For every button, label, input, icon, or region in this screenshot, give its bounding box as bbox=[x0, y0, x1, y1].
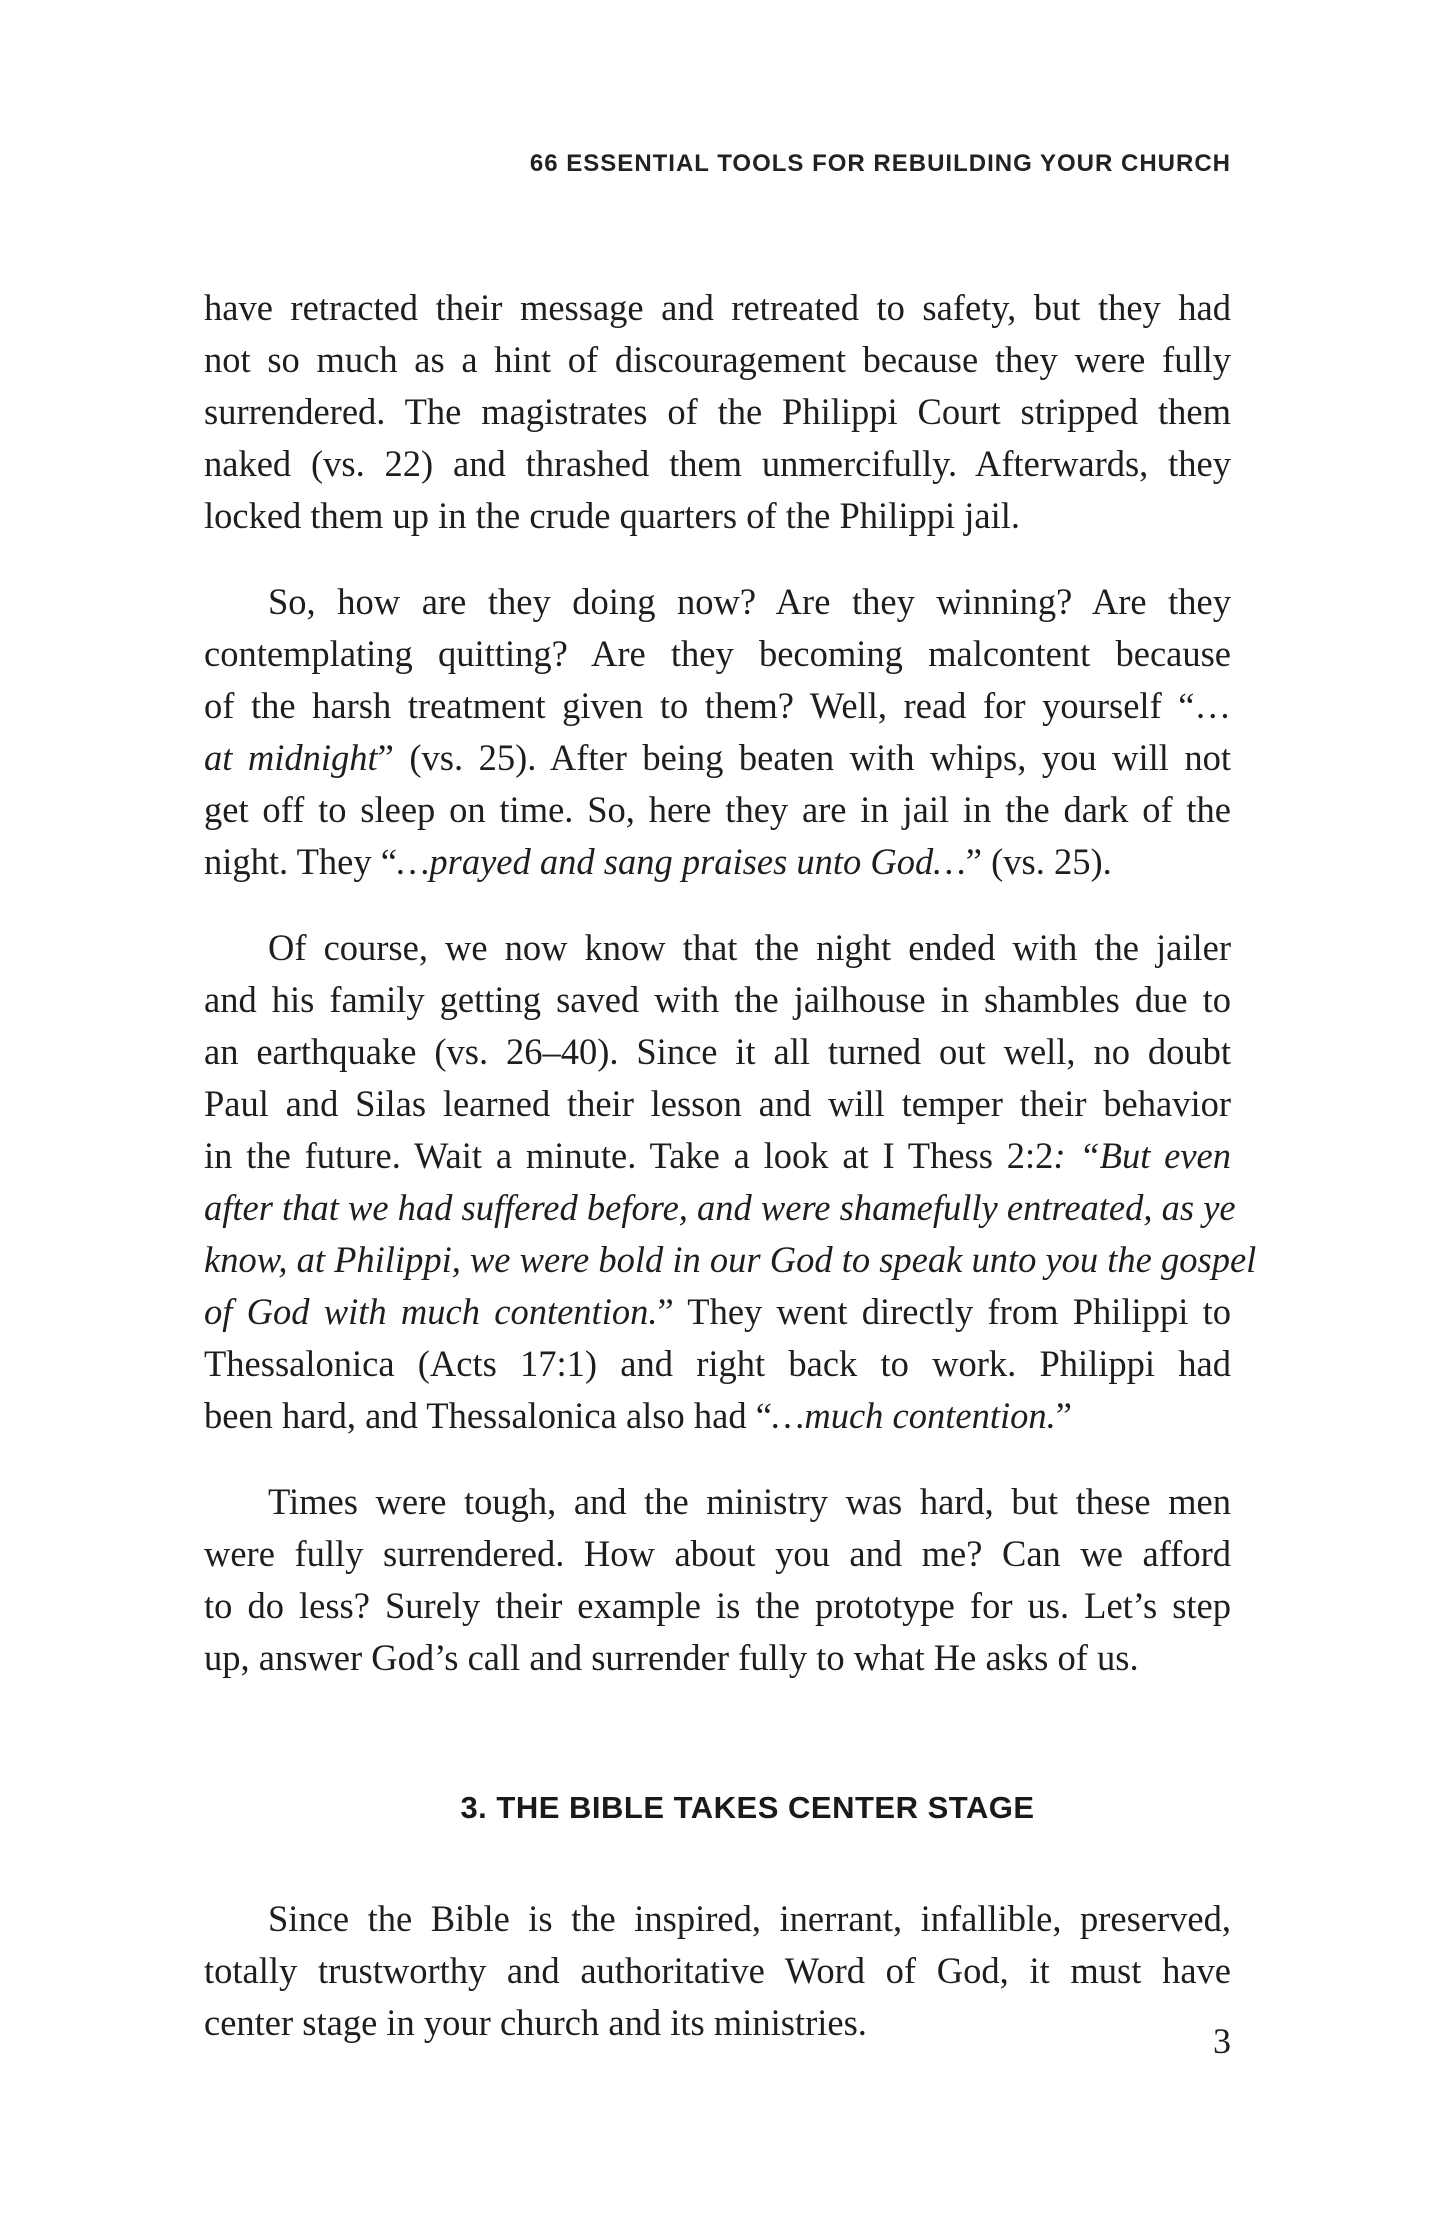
text-line: Of course, we now know that the night ended with the jailer bbox=[268, 927, 1231, 968]
page-number: 3 bbox=[1213, 2021, 1231, 2061]
text-line: totally trustworthy and authoritative Word of God, it must have bbox=[204, 1950, 1231, 1992]
scripture-quote: …prayed and sang praises unto God… bbox=[396, 841, 966, 882]
text-line: Times were tough, and the ministry was hard, but these men bbox=[268, 1481, 1231, 1522]
scripture-quote: of God with much contention. bbox=[204, 1291, 658, 1332]
text-line: were fully surrendered. How about you and me? Can we afford bbox=[204, 1533, 1231, 1574]
text-line: and his family getting saved with the jailhouse in shambles due to bbox=[204, 979, 1231, 1020]
text-line: not so much as a hint of discouragement because they were fully bbox=[204, 339, 1231, 380]
text-line bbox=[204, 1390, 1231, 1442]
body-text bbox=[204, 282, 1257, 2049]
text-run: night. They “ bbox=[204, 841, 397, 882]
text-run: ” They went directly from Philippi to bbox=[657, 1291, 1232, 1332]
text-line: surrendered. The magistrates of the Philippi Court stripped them bbox=[204, 391, 1231, 432]
text-line: Paul and Silas learned their lesson and will temper their behavior bbox=[204, 1083, 1231, 1124]
paragraph-4 bbox=[204, 1476, 1231, 1684]
text-line: contemplating quitting? Are they becoming malcontent because bbox=[204, 633, 1231, 674]
text-line bbox=[204, 836, 1231, 888]
paragraph-3 bbox=[204, 922, 1257, 1442]
text-line: center stage in your church and its ministries. bbox=[204, 2002, 867, 2044]
paragraph-2 bbox=[204, 576, 1231, 888]
text-run: ” (vs. 25). After being beaten with whips, you will not bbox=[377, 737, 1231, 778]
paragraph-1 bbox=[204, 282, 1231, 542]
text-line: Since the Bible is the inspired, inerrant, infallible, preserved, bbox=[268, 1898, 1231, 1940]
text-line: get off to sleep on time. So, here they are in jail in the dark of the bbox=[204, 789, 1231, 830]
text-line: up, answer God’s call and surrender fully to what He asks of us. bbox=[204, 1637, 1139, 1678]
text-run: ” (vs. 25). bbox=[965, 841, 1112, 882]
text-line: to do less? Surely their example is the prototype for us. Let’s step bbox=[204, 1585, 1231, 1626]
text-line: locked them up in the crude quarters of the Philippi jail. bbox=[204, 495, 1020, 536]
scripture-quote-line: after that we had suffered before, and were shamefully entreated, as ye bbox=[204, 1187, 1236, 1228]
text-run: ” bbox=[1055, 1395, 1072, 1436]
text-line: So, how are they doing now? Are they winning? Are they bbox=[268, 581, 1231, 622]
text-line: naked (vs. 22) and thrashed them unmercifully. Afterwards, they bbox=[204, 443, 1231, 484]
running-head-title: 66 ESSENTIAL TOOLS FOR REBUILDING YOUR CHURCH bbox=[529, 150, 1231, 177]
text-line: have retracted their message and retreated to safety, but they had bbox=[204, 287, 1231, 328]
text-line bbox=[204, 1130, 1231, 1182]
text-line: of the harsh treatment given to them? Well, read for yourself “… bbox=[204, 685, 1231, 726]
text-line: Thessalonica (Acts 17:1) and right back to work. Philippi had bbox=[204, 1343, 1231, 1384]
text-line bbox=[204, 732, 1231, 784]
text-run: in the future. Wait a minute. Take a look at I Thess 2:2 bbox=[204, 1135, 1054, 1176]
text-line bbox=[204, 1286, 1231, 1338]
scripture-quote-line: know, at Philippi, we were bold in our God to speak unto you the gospel bbox=[204, 1239, 1257, 1280]
text-run: been hard, and Thessalonica also had “ bbox=[204, 1395, 772, 1436]
section-heading: 3. THE BIBLE TAKES CENTER STAGE bbox=[460, 1789, 1035, 1825]
text-line: an earthquake (vs. 26–40). Since it all turned out well, no doubt bbox=[204, 1031, 1231, 1072]
scripture-quote: at midnight bbox=[204, 737, 378, 778]
paragraph-5 bbox=[204, 1893, 1231, 2049]
scripture-quote: : “But even bbox=[1053, 1135, 1231, 1176]
scripture-quote: …much contention. bbox=[771, 1395, 1056, 1436]
